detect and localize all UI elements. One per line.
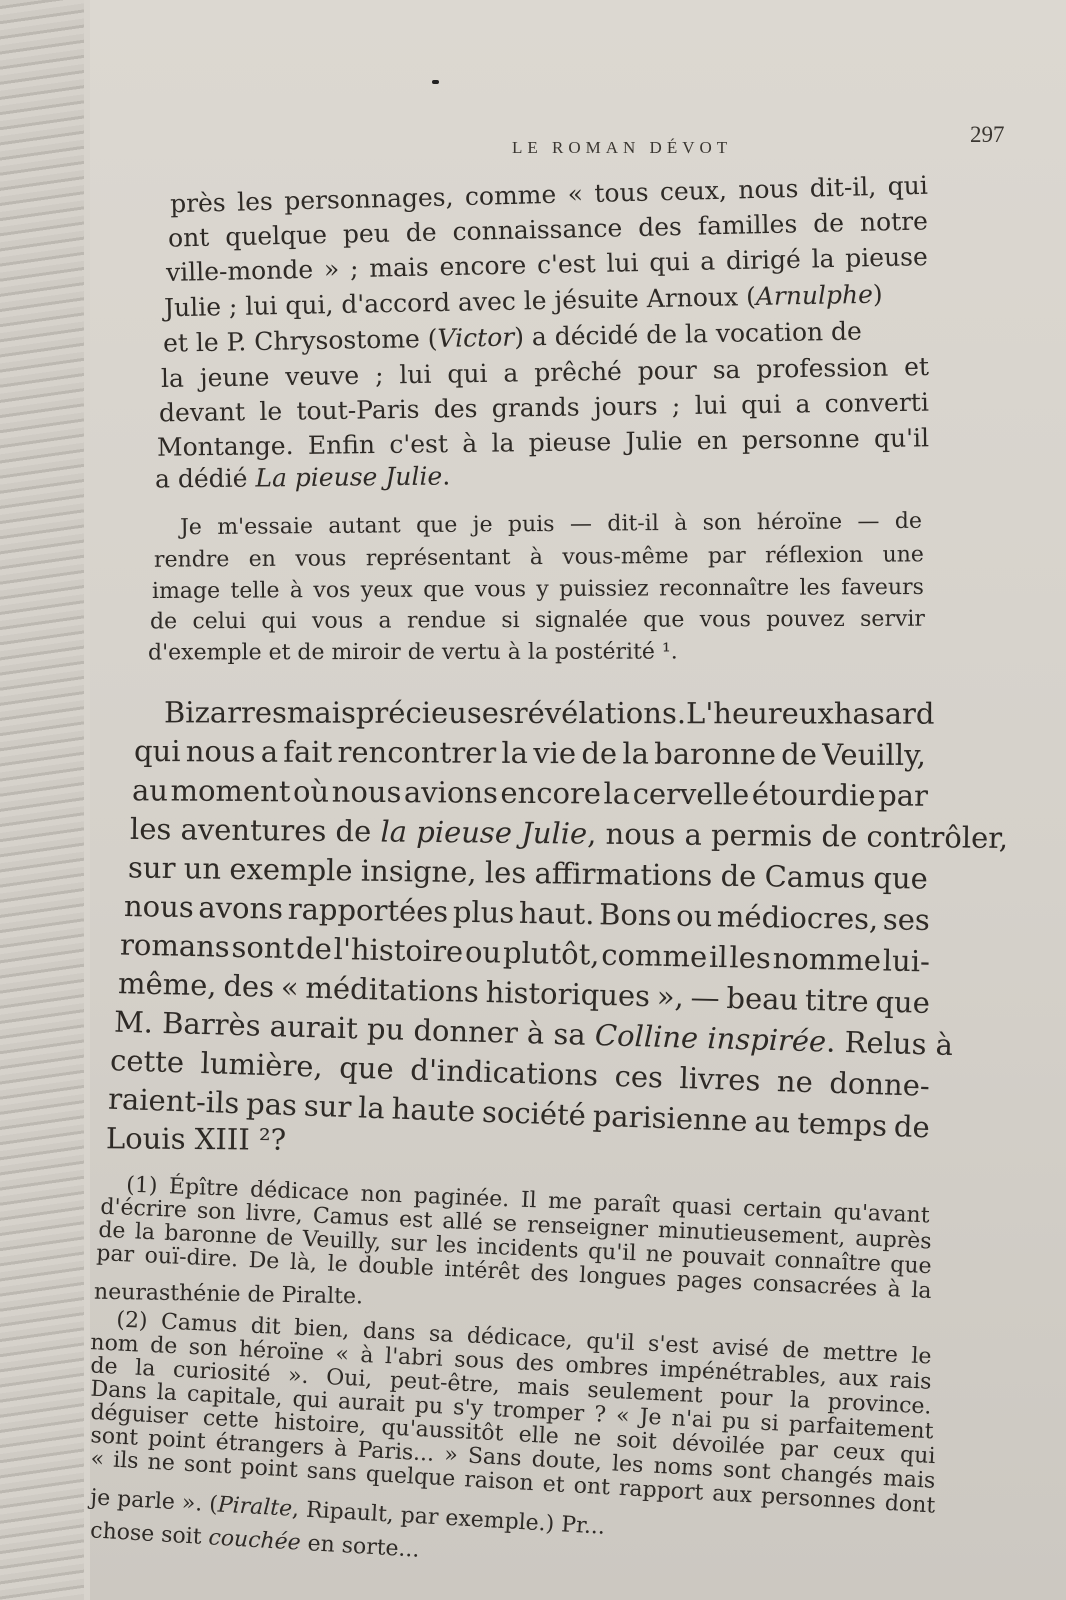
text-line: raient-ils pas sur la haute société parisienne au temps de — [107, 1081, 931, 1145]
footnote-line: neurasthénie de Piralte. — [93, 1279, 364, 1310]
footnote-line: (1) Épître dédicace non paginée. Il me paraît quasi certain qu'avant — [125, 1172, 931, 1229]
text-line: de celui qui vous a rendue si signalée que vous pouvez servir — [149, 606, 925, 635]
footnote-line: (2) Camus dit bien, dans sa dédicace, qu'il s'est avisé de mettre le — [115, 1307, 933, 1370]
text-line: la jeune veuve ; lui qui a prêché pour sa profession et — [160, 351, 930, 394]
text-line: a dédié La pieuse Julie. — [154, 461, 451, 494]
text-line: au moment où nous avions encore la cervelle étourdie par — [131, 773, 928, 813]
footnote-line: par ouï-dire. De là, le double intérêt des longues pages consacrées à la — [95, 1241, 933, 1304]
running-title: LE ROMAN DÉVOT — [512, 138, 733, 157]
footnote-line: déguiser cette histoire, qu'aussitôt elle ne soit dévoilée par ceux qui — [89, 1399, 937, 1470]
text-line: Julie ; lui qui, d'accord avec le jésuite Arnoux (Arnulphe) — [163, 279, 883, 323]
text-line: romans sont de l'histoire ou plutôt, comme il les nomme lui- — [119, 927, 931, 979]
footnote-line: nom de son héroïne « à l'abri sous des ombres impénétrables, aux rais — [89, 1330, 933, 1395]
text-line: ont quelque peu de connaissance des familles de notre — [167, 206, 929, 253]
page-number: 297 — [970, 122, 1005, 147]
text-line: Montange. Enfin c'est à la pieuse Julie en personne qu'il — [156, 423, 930, 462]
footnote-line: Dans la capitale, qui aurait pu s'y tromper ? « Je n'ai pu si parfaitement — [89, 1376, 935, 1445]
text-line: même, des « méditations historiques », — beau titre que — [117, 966, 931, 1020]
text-line: Louis XIII ²? — [105, 1121, 287, 1157]
ink-speck — [432, 80, 439, 84]
footnote-line: je parle ». (Piralte, Ripault, par exemple.) Pr... — [89, 1485, 606, 1540]
text-line: d'exemple et de miroir de vertu à la postérité ¹. — [147, 639, 678, 666]
footnote-line: « ils ne sont point sans quelque raison et ont rapport aux personnes dont — [89, 1446, 936, 1519]
text-line: les aventures de la pieuse Julie, nous a permis de contrôler, — [129, 811, 1009, 856]
footnote-line: d'écrire son livre, Camus est allé se renseigner minutieusement, auprès — [99, 1194, 933, 1255]
adjacent-page-edge — [0, 0, 84, 1600]
text-line: cette lumière, que d'indications ces livres ne donne- — [109, 1043, 931, 1103]
text-line: M. Barrès aurait pu donner à sa Colline inspirée. Relus à — [113, 1004, 954, 1063]
text-line: devant le tout-Paris des grands jours ; lui qui a converti — [158, 387, 930, 428]
text-line: près les personnages, comme « tous ceux, nous dit-il, qui — [169, 170, 929, 219]
text-line: rendre en vous représentant à vous-même par réflexion une — [153, 542, 924, 573]
text-line: ville-monde » ; mais encore c'est lui qui a dirigé la pieuse — [165, 242, 929, 287]
text-line: sur un exemple insigne, les affirmations de Camus que — [127, 850, 929, 896]
footnote-line: de la curiosité ». Oui, peut-être, mais seulement pour la province. — [89, 1353, 933, 1420]
footnote-line: de la baronne de Veuilly, sur les incidents qu'il ne pouvait connaître que — [97, 1217, 933, 1280]
book-page — [90, 0, 1066, 1600]
text-line: et le P. Chrysostome (Victor) a décidé de la vocation de — [162, 316, 863, 358]
text-line: Bizarres mais précieuses révélations. L'heureux hasard — [163, 695, 935, 731]
text-line: Je m'essaie autant que je puis — dit-il à son héroïne — de — [179, 508, 923, 541]
footnote-line: sont point étrangers à Paris... » Sans doute, les noms sont changés mais — [89, 1423, 936, 1494]
text-line: qui nous a fait rencontrer la vie de la baronne de Veuilly, — [133, 733, 926, 773]
text-line: image telle à vos yeux que vous y puissiez reconnaître les faveurs — [151, 574, 924, 605]
footnote-line: chose soit couchée en sorte... — [89, 1518, 421, 1563]
text-line: nous avons rapportées plus haut. Bons ou médiocres, ses — [123, 888, 931, 938]
